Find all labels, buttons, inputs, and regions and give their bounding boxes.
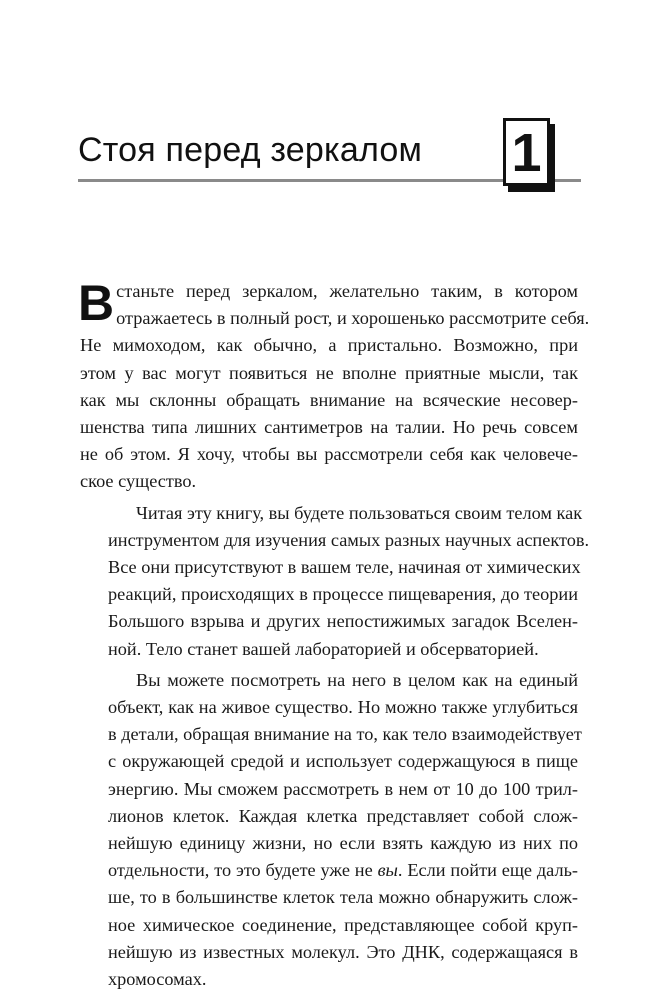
- text-line: лионов клеток. Каждая клетка представляет собой слож-: [108, 805, 578, 826]
- text-line: инструментом для изучения самых разных научных аспектов.: [108, 529, 590, 550]
- text-line: станьте перед зеркалом, желательно таким, в котором: [116, 281, 578, 301]
- body-text: [78, 275, 590, 993]
- text-line: как мы склонны обращать внимание на всяческие несовер-: [80, 389, 578, 410]
- text-line: не об этом. Я хочу, чтобы вы рассмотрели себя как человече-: [80, 444, 578, 465]
- text-line-with-emphasis: [80, 857, 578, 884]
- text-line: Вы можете посмотреть на него в целом как на единый: [136, 669, 578, 690]
- text-line: отражаетесь в полный рост, и хорошенько рассмотрите себя.: [116, 308, 590, 329]
- text-line: этом у вас могут появиться не вполне приятные мысли, так: [80, 362, 578, 383]
- text-line: Все они присутствуют в вашем теле, начиная от химических: [108, 557, 581, 578]
- text-line: ной. Тело станет вашей лабораторией и обсерваторией.: [108, 638, 539, 659]
- text-line: ное химическое соединение, представляющее собой круп-: [108, 914, 578, 935]
- text-line: Большого взрыва и других непостижимых загадок Вселен-: [108, 611, 578, 632]
- drop-cap: В: [78, 275, 115, 331]
- text-segment: отдельности, то это будете уже не: [108, 860, 373, 881]
- text-line: в детали, обращая внимание на то, как тело взаимодействует: [108, 724, 582, 745]
- text-line: объект, как на живое существо. Но можно также углубиться: [108, 697, 578, 718]
- text-line: хромосомах.: [108, 969, 207, 990]
- paragraph-1: [78, 275, 590, 496]
- text-line: ское существо.: [80, 471, 197, 492]
- paragraph-3: [80, 667, 582, 993]
- text-line: Читая эту книгу, вы будете пользоваться своим телом как: [136, 502, 583, 523]
- chapter-title: Стоя перед зеркалом: [78, 131, 423, 169]
- text-line: Не мимоходом, как обычно, а пристально. Возможно, при: [80, 335, 578, 356]
- chapter-number-box: [503, 118, 550, 186]
- text-line: шенства типа лишних сантиметров на талии. Но речь совсем: [80, 417, 578, 438]
- text-segment: . Если пойти еще даль-: [397, 860, 578, 881]
- emphasis-word: вы: [377, 860, 398, 881]
- paragraph-2: [80, 500, 590, 663]
- text-line: нейшую из известных молекул. Это ДНК, содержащаяся в: [108, 941, 578, 962]
- text-line: с окружающей средой и использует содержащуюся в пище: [108, 751, 578, 772]
- text-line: нейшую единицу жизни, но если взять каждую из них по: [108, 833, 578, 854]
- text-line: ше, то в большинстве клеток тела можно обнаружить слож-: [108, 887, 578, 908]
- text-line: реакций, происходящих в процессе пищеварения, до теории: [108, 584, 578, 605]
- chapter-number: 1: [511, 123, 542, 183]
- text-line: энергию. Мы сможем рассмотреть в нем от 10 до 100 трил-: [108, 778, 578, 799]
